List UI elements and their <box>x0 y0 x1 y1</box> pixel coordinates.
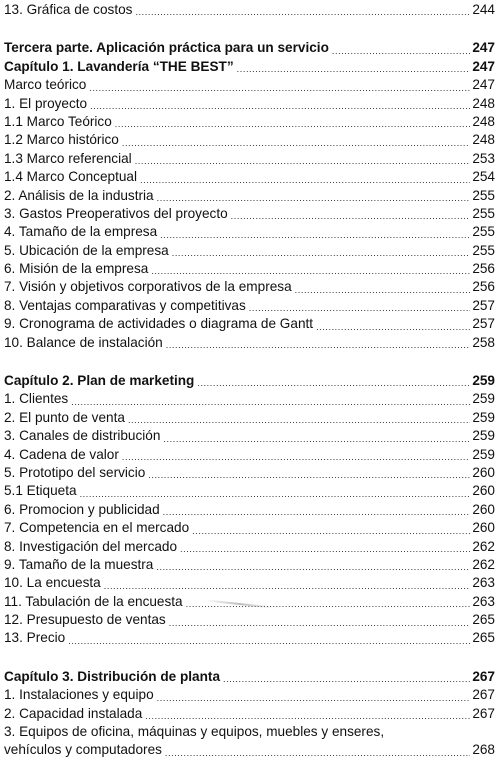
dot-leader <box>192 519 470 537</box>
toc-entry-label: Capítulo 3. Distribución de planta <box>4 668 221 684</box>
toc-entry <box>4 741 495 759</box>
dot-leader <box>90 95 470 113</box>
toc-entry-page: 255 <box>472 242 495 258</box>
toc-entry <box>4 427 495 445</box>
toc-entry <box>4 187 495 205</box>
dot-leader <box>135 150 471 168</box>
toc-entry-label: 1.2 Marco histórico <box>4 132 119 148</box>
dot-leader <box>122 446 470 464</box>
toc-heading <box>4 58 495 76</box>
toc-entry-multiline-first <box>4 723 495 741</box>
toc-entry-page: 259 <box>472 391 495 407</box>
toc-entry-label: 13. Precio <box>4 630 66 646</box>
toc-entry-page: 262 <box>472 538 495 554</box>
toc-entry <box>4 95 495 113</box>
dot-leader <box>71 390 470 408</box>
toc-entry-label: 12. Presupuesto de ventas <box>4 612 166 628</box>
toc-entry-label: 7. Visión y objetivos corporativos de la empresa <box>4 279 292 295</box>
toc-entry-label: 10. La encuesta <box>4 575 101 591</box>
toc-entry <box>4 242 495 260</box>
toc-entry-label: Tercera parte. Aplicación práctica para un servicio <box>4 40 329 56</box>
toc-entry-label: Marco teórico <box>4 77 87 93</box>
toc-entry-page: 259 <box>472 446 495 462</box>
dot-leader <box>157 187 471 205</box>
toc-entry <box>4 76 495 94</box>
toc-entry-label: 1. El proyecto <box>4 95 88 111</box>
toc-entry-page: 244 <box>472 1 495 17</box>
toc-entry <box>4 538 495 556</box>
toc-entry-page: 259 <box>472 409 495 425</box>
toc-entry-page: 267 <box>472 687 495 703</box>
dot-leader <box>163 501 471 519</box>
toc-entry <box>4 705 495 723</box>
toc-entry-page: 248 <box>472 132 495 148</box>
toc-entry-label: 2. Capacidad instalada <box>4 705 143 721</box>
toc-entry-page: 263 <box>472 575 495 591</box>
toc-entry-page: 255 <box>472 224 495 240</box>
toc-entry-label: 9. Cronograma de actividades o diagrama de Gantt <box>4 316 314 332</box>
dot-leader <box>68 630 470 648</box>
toc-entry-page: 262 <box>472 556 495 572</box>
table-of-contents <box>4 1 495 760</box>
toc-entry-label: 1.3 Marco referencial <box>4 150 132 166</box>
toc-entry <box>4 113 495 131</box>
toc-heading <box>4 372 495 390</box>
toc-entry-label: 10. Balance de instalación <box>4 334 163 350</box>
dot-leader <box>163 427 470 445</box>
dot-leader <box>180 538 470 556</box>
toc-entry-page: 248 <box>472 95 495 111</box>
toc-entry <box>4 446 495 464</box>
toc-entry-page: 260 <box>472 483 495 499</box>
toc-entry-page: 253 <box>472 150 495 166</box>
toc-entry-page: 267 <box>472 668 495 684</box>
toc-heading <box>4 39 495 57</box>
toc-entry-page: 247 <box>472 77 495 93</box>
toc-section-chapter2 <box>4 372 495 648</box>
dot-leader <box>295 278 471 296</box>
toc-entry-label: 4. Tamaño de la empresa <box>4 224 158 240</box>
dot-leader <box>197 372 470 390</box>
toc-entry-page: 255 <box>472 187 495 203</box>
toc-entry-page: 263 <box>472 593 495 609</box>
dot-leader <box>172 242 471 260</box>
toc-entry-label: 1. Clientes <box>4 391 69 407</box>
toc-entry-label: 7. Competencia en el mercado <box>4 520 190 536</box>
toc-entry <box>4 260 495 278</box>
toc-entry-page: 259 <box>472 373 495 389</box>
dot-leader <box>332 39 470 57</box>
toc-entry-label: Capítulo 1. Lavandería “THE BEST” <box>4 58 234 74</box>
toc-entry-page: 259 <box>472 428 495 444</box>
toc-entry-label: vehículos y computadores <box>4 742 162 758</box>
toc-entry <box>4 630 495 648</box>
toc-entry-label: 3. Canales de distribución <box>4 428 161 444</box>
toc-entry <box>4 334 495 352</box>
toc-entry <box>4 223 495 241</box>
toc-entry-page: 265 <box>472 630 495 646</box>
dot-leader <box>80 482 471 500</box>
toc-entry <box>4 574 495 592</box>
toc-section-top <box>4 1 495 19</box>
toc-entry-label: 8. Ventajas comparativas y competitivas <box>4 297 246 313</box>
toc-entry <box>4 168 495 186</box>
dot-leader <box>160 223 470 241</box>
dot-leader <box>104 574 471 592</box>
dot-leader <box>89 76 470 94</box>
dot-leader <box>135 1 470 19</box>
toc-entry-page: 257 <box>472 316 495 332</box>
toc-entry <box>4 150 495 168</box>
dot-leader <box>157 686 471 704</box>
toc-entry-page: 248 <box>472 113 495 129</box>
dot-leader <box>115 113 471 131</box>
toc-entry-label: 2. El punto de venta <box>4 409 125 425</box>
toc-entry-page: 258 <box>472 334 495 350</box>
toc-entry-page: 254 <box>472 169 495 185</box>
toc-entry <box>4 464 495 482</box>
toc-entry-page: 255 <box>472 205 495 221</box>
toc-entry-label: 4. Cadena de valor <box>4 446 119 462</box>
toc-entry-page: 265 <box>472 612 495 628</box>
toc-entry-page: 268 <box>472 742 495 758</box>
toc-entry <box>4 409 495 427</box>
toc-entry-page: 267 <box>472 705 495 721</box>
toc-entry <box>4 482 495 500</box>
toc-entry <box>4 501 495 519</box>
toc-entry <box>4 390 495 408</box>
dot-leader <box>166 334 471 352</box>
toc-entry-page: 247 <box>472 40 495 56</box>
toc-entry-label: 5. Prototipo del servicio <box>4 464 146 480</box>
dot-leader <box>169 611 471 629</box>
dot-leader <box>237 58 471 76</box>
toc-entry <box>4 519 495 537</box>
toc-section-part3 <box>4 39 495 352</box>
dot-leader <box>140 168 470 186</box>
dot-leader <box>165 741 470 759</box>
toc-section-chapter3 <box>4 668 495 723</box>
dot-leader <box>148 464 470 482</box>
dot-leader <box>249 297 471 315</box>
toc-entry-label: 3. Gastos Preoperativos del proyecto <box>4 205 228 221</box>
toc-entry <box>4 205 495 223</box>
dot-leader <box>151 260 470 278</box>
toc-entry-label: 11. Tabulación de la encuesta <box>4 593 183 609</box>
toc-entry <box>4 131 495 149</box>
toc-entry-label: 6. Promocion y publicidad <box>4 501 160 517</box>
toc-entry-page: 256 <box>472 279 495 295</box>
dot-leader <box>231 205 471 223</box>
toc-entry-page: 247 <box>472 58 495 74</box>
toc-entry-label: 6. Misión de la empresa <box>4 261 149 277</box>
toc-entry-label: 9. Tamaño de la muestra <box>4 556 154 572</box>
section-spacer <box>4 648 495 668</box>
toc-entry-label: 13. Gráfica de costos <box>4 1 133 17</box>
toc-entry-label: Capítulo 2. Plan de marketing <box>4 373 195 389</box>
toc-entry <box>4 278 495 296</box>
toc-entry <box>4 611 495 629</box>
dot-leader <box>316 315 470 333</box>
dot-leader <box>223 668 470 686</box>
toc-entry-label: 1. Instalaciones y equipo <box>4 687 154 703</box>
toc-entry-page: 256 <box>472 261 495 277</box>
dot-leader <box>128 409 470 427</box>
section-spacer <box>4 19 495 39</box>
toc-entry <box>4 556 495 574</box>
dot-leader <box>122 131 470 149</box>
section-spacer <box>4 352 495 372</box>
dot-leader <box>145 705 470 723</box>
toc-entry-label: 5.1 Etiqueta <box>4 483 77 499</box>
toc-entry-page: 260 <box>472 501 495 517</box>
toc-entry <box>4 686 495 704</box>
toc-entry <box>4 315 495 333</box>
toc-entry-label: 3. Equipos de oficina, máquinas y equipos, muebles y enseres, <box>4 724 385 740</box>
toc-heading <box>4 668 495 686</box>
dot-leader <box>156 556 470 574</box>
toc-entry-label: 8. Investigación del mercado <box>4 538 178 554</box>
toc-entry <box>4 593 495 611</box>
toc-entry-page: 260 <box>472 520 495 536</box>
toc-entry-label: 2. Análisis de la industria <box>4 187 154 203</box>
toc-entry-label: 5. Ubicación de la empresa <box>4 242 169 258</box>
toc-entry-label: 1.1 Marco Teórico <box>4 113 112 129</box>
toc-entry-label: 1.4 Marco Conceptual <box>4 169 137 185</box>
toc-entry <box>4 1 495 19</box>
toc-entry-page: 257 <box>472 297 495 313</box>
toc-entry <box>4 297 495 315</box>
toc-entry-page: 260 <box>472 464 495 480</box>
